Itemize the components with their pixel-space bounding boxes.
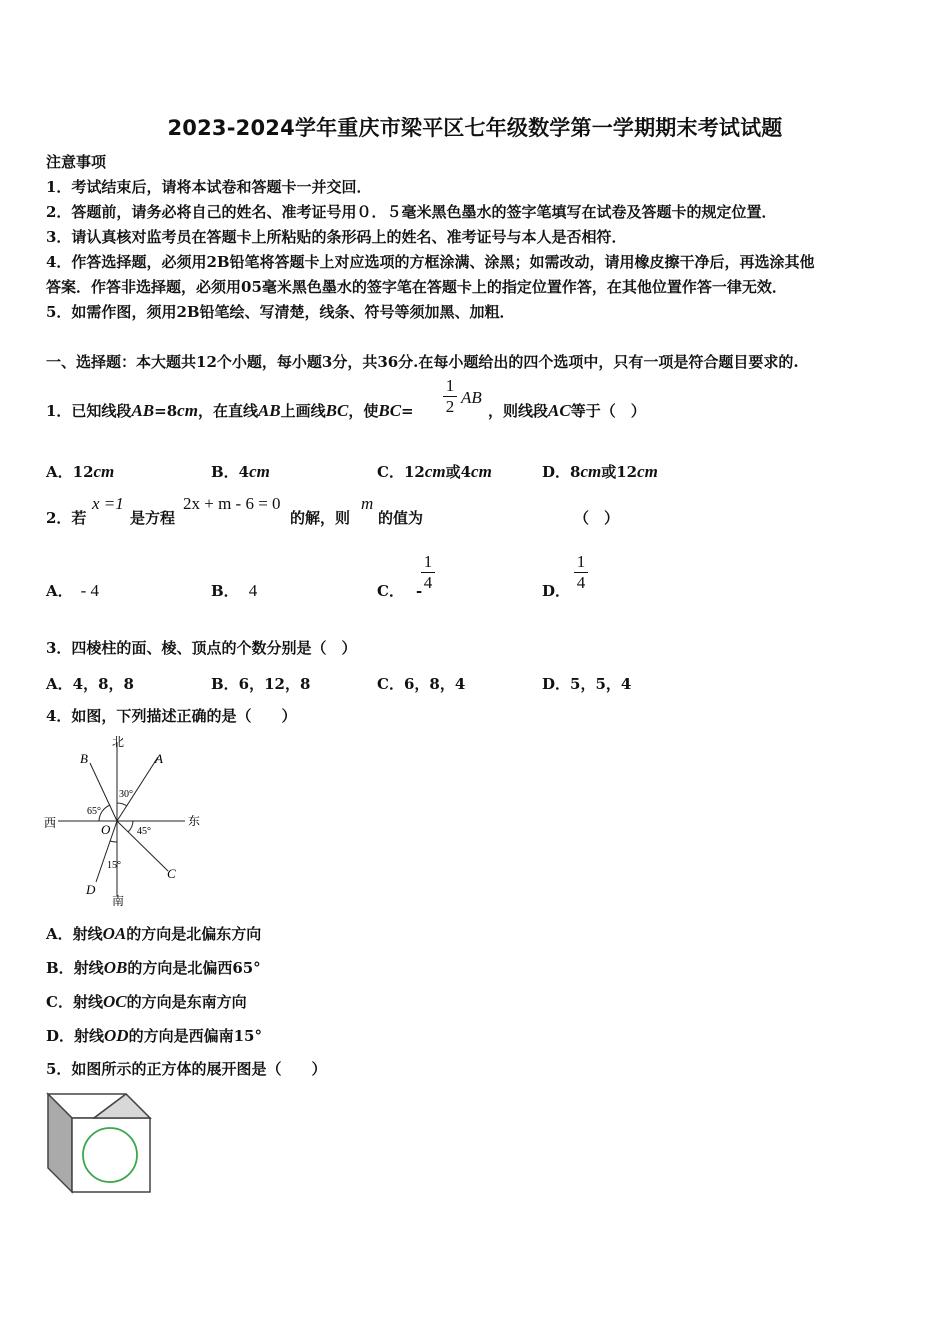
- q3-option-c[interactable]: C．6，8，4: [377, 675, 466, 693]
- q3-option-b[interactable]: B．6，12，8: [211, 675, 311, 693]
- page-title: 2023-2024学年重庆市梁平区七年级数学第一学期期末考试试题: [167, 116, 783, 140]
- q2-option-a[interactable]: A． - 4: [46, 581, 100, 600]
- q3-option-a[interactable]: A．4，8，8: [46, 675, 134, 693]
- arc-30: [117, 803, 127, 806]
- arc-45: [128, 821, 133, 832]
- question-2-start: 2．若: [46, 509, 87, 527]
- label-o: O: [101, 822, 111, 837]
- notice-item: 5．如需作图，须用2B铅笔绘、写清楚，线条、符号等须加黑、加粗．: [46, 303, 515, 321]
- angle-65: 65°: [87, 806, 101, 817]
- q2-option-c-fraction: 1 4: [421, 553, 435, 592]
- notice-item: 1．考试结束后，请将本试卷和答题卡一并交回．: [46, 178, 372, 196]
- q1-tail: ，则线段AC等于（ ）: [488, 401, 646, 420]
- angle-45: 45°: [137, 826, 151, 837]
- label-a: A: [155, 751, 163, 766]
- question-2-mid: 是方程: [130, 509, 176, 527]
- q2-condition: x =1: [92, 494, 124, 513]
- q2-option-d[interactable]: D．: [542, 582, 571, 600]
- q1-frac-ab: AB: [461, 388, 482, 407]
- question-5: 5．如图所示的正方体的展开图是（ ）: [46, 1060, 327, 1078]
- label-west: 西: [44, 816, 57, 830]
- q2-option-b[interactable]: B． 4: [211, 581, 258, 600]
- q2-option-d-fraction: 1 4: [574, 553, 588, 592]
- notice-item: 3．请认真核对监考员在答题卡上所粘贴的条形码上的姓名、准考证号与本人是否相符．: [46, 228, 627, 246]
- compass-figure: [40, 730, 210, 910]
- q1-option-c[interactable]: C．12cm或4cm: [377, 462, 492, 481]
- q1-option-b[interactable]: B．4cm: [211, 462, 270, 481]
- q4-option-d[interactable]: D．射线OD的方向是西偏南15°: [46, 1026, 262, 1045]
- notice-item: 答案．作答非选择题，必须用05毫米黑色墨水的签字笔在答题卡上的指定位置作答，在其他位置作答一律无效．: [46, 278, 787, 296]
- label-d: D: [86, 882, 96, 897]
- notice-item: 4．作答选择题，必须用2B铅笔将答题卡上对应选项的方框涂满、涂黑；如需改动，请用橡皮擦干净后，再选涂其他: [46, 253, 815, 271]
- q2-option-c[interactable]: C． -: [377, 582, 423, 600]
- q1-option-a[interactable]: A．12cm: [46, 462, 115, 481]
- q1-fraction: 1 2: [443, 377, 457, 416]
- q3-option-d[interactable]: D．5，5，4: [542, 675, 632, 693]
- question-4: 4．如图，下列描述正确的是（ ）: [46, 707, 297, 725]
- q2-var: m: [361, 494, 374, 513]
- section-heading: 一、选择题：本大题共12个小题，每小题3分，共36分.在每小题给出的四个选项中，只有一项是符合题目要求的.: [46, 353, 799, 371]
- question-3: 3．四棱柱的面、棱、顶点的个数分别是（ ）: [46, 639, 357, 657]
- q1-option-d[interactable]: D．8cm或12cm: [542, 462, 658, 481]
- q4-option-c[interactable]: C．射线OC的方向是东南方向: [46, 992, 247, 1011]
- arc-15: [110, 841, 117, 842]
- q4-option-a[interactable]: A．射线OA的方向是北偏东方向: [46, 924, 262, 943]
- angle-30: 30°: [119, 789, 133, 800]
- question-2-end: 的值为: [378, 509, 424, 527]
- label-north: 北: [112, 735, 125, 749]
- question-2-mid2: 的解，则: [290, 509, 351, 527]
- q4-option-b[interactable]: B．射线OB的方向是北偏西65°: [46, 958, 261, 977]
- label-south: 南: [112, 894, 125, 908]
- notice-heading: 注意事项: [46, 153, 107, 171]
- label-b: B: [80, 751, 88, 766]
- label-east: 东: [188, 814, 201, 828]
- cube-figure: [44, 1088, 154, 1198]
- q2-equation: 2x + m - 6 = 0: [183, 494, 281, 513]
- label-c: C: [167, 866, 176, 881]
- angle-15: 15°: [107, 860, 121, 871]
- question-1: 1．已知线段AB=8cm，在直线AB上画线BC，使BC=: [46, 401, 414, 420]
- notice-item: 2．答题前，请务必将自己的姓名、准考证号用０．５毫米黑色墨水的签字笔填写在试卷及答题卡的规定位置．: [46, 203, 777, 221]
- question-2-paren: （ ）: [574, 509, 620, 527]
